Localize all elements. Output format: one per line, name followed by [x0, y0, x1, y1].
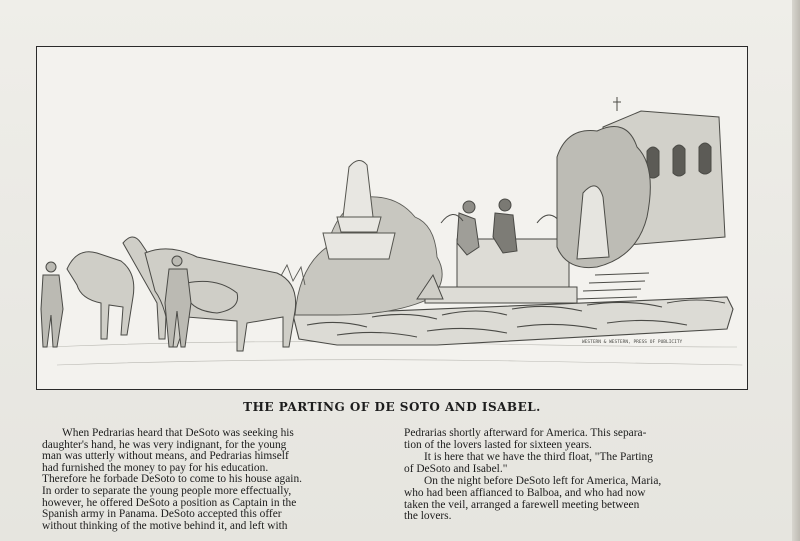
text-line: On the night before DeSoto left for America, Maria,	[424, 475, 662, 488]
right-column-text	[404, 428, 754, 524]
text-line: tion of the lovers lasted for sixteen years.	[404, 438, 592, 451]
text-line: the lovers.	[404, 510, 452, 523]
text-line: Spanish army in Panama. DeSoto accepted this offer	[42, 508, 282, 521]
page-edge	[792, 0, 800, 541]
text-line: who had been affianced to Balboa, and who had now	[404, 486, 646, 499]
text-line: taken the veil, arranged a farewell meeting between	[404, 498, 640, 511]
artist-credit: WESTERN & WESTERN, PRESS OF PUBLICITY	[582, 340, 683, 345]
paragraph	[404, 452, 754, 475]
text-line: without thinking of the motive behind it, and left with	[42, 519, 288, 532]
text-line: It is here that we have the third float, "The Parting	[424, 451, 653, 464]
text-line: When Pedrarias heard that DeSoto was seeking his	[62, 427, 294, 439]
text-line: man was utterly without means, and Pedrarias himself	[42, 450, 289, 463]
illustration-caption: THE PARTING OF DE SOTO AND ISABEL.	[243, 400, 541, 414]
paragraph	[404, 428, 754, 451]
paragraph	[404, 476, 754, 522]
text-line: however, he offered DeSoto a position as Captain in the	[42, 496, 297, 509]
text-line: had furnished the money to pay for his education.	[42, 461, 269, 474]
text-line: daughter's hand, he was very indignant, for the young	[42, 438, 287, 451]
text-line: In order to separate the young people more effectually,	[42, 484, 292, 497]
text-line: of DeSoto and Isabel."	[404, 462, 508, 475]
text-line: Therefore he forbade DeSoto to come to his house again.	[42, 473, 302, 486]
text-line: Pedrarias shortly afterward for America. This separa-	[404, 427, 647, 439]
float-illustration	[36, 46, 748, 390]
left-column-text	[42, 428, 394, 532]
